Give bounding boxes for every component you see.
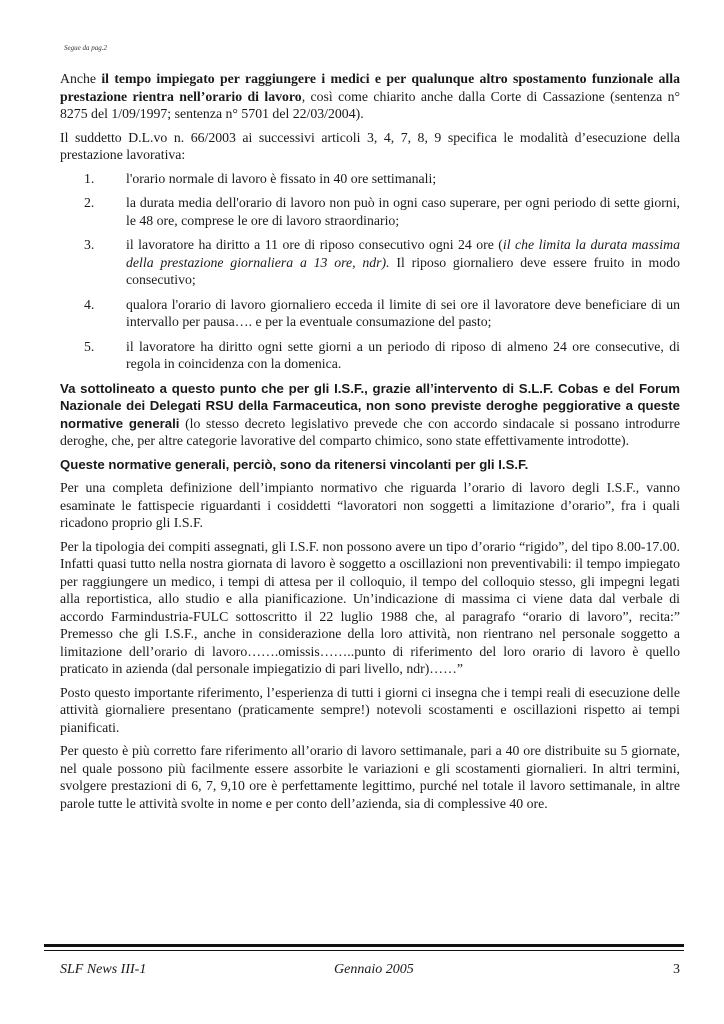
list-item [60, 194, 680, 229]
paragraph-8: Per questo è più corretto fare riferimento all’orario di lavoro settimanale, pari a 40 ore distribuite su 5 giornate, nel quale possono più facilmente essere assorbite le variazioni e gli scostamenti giornalieri. In altri termini, svolgere prestazioni di 6, 7, 9,10 ore è perfettamente legittimo, purché nel totale il lavoro settimanale, in altre parole tutte le attività svolte in nome e per conto dell’azienda, sia di complessive 40 ore. [60, 743, 680, 811]
paragraph-6: Per la tipologia dei compiti assegnati, gli I.S.F. non possono avere un tipo d’orario “rigido”, del tipo 8.00-17.00. Infatti quasi tutto nella nostra giornata di lavoro è soggetto a oscillazioni non preventivabili: il tempo impiegato per raggiungere un medico, i tempi di attesa per il colloquio, il tempo del colloquio stesso, gli impegni legati alla reportistica, allo studio e alla pianificazione. Un’indicazione di massima ci viene data dal verbale di accordo Farmindustria-FULC sottoscritto il 22 luglio 1988 che, al paragrafo “orario di lavoro”, recita:” Premesso che gli I.S.F., anche in considerazione della loro attività, non rientrano nel personale soggetto a limitazione dell’orario di lavoro…….omissis……..punto di riferimento del loro orario di lavoro è quello praticato in azienda (dal personale impiegatizio di pari livello, ndr)……” [60, 538, 680, 676]
list-item [60, 338, 680, 373]
paragraph-1 [60, 70, 680, 123]
paragraph-3-post: (lo stesso decreto legislativo prevede che con accordo sindacale si possano introdurre deroghe, che, per altre categorie lavorative del comparto chimico, sono state effettivamente introdotte). [60, 415, 680, 448]
paragraph-2: Il suddetto D.L.vo n. 66/2003 ai successivi articoli 3, 4, 7, 8, 9 specifica le modalità d’esecuzione della prestazione lavorativa: [60, 129, 680, 162]
list-text-italic: il che limita la durata massima della prestazione giornaliera a 13 ore, ndr). [126, 237, 681, 270]
footer-divider-thin [44, 950, 684, 951]
paragraph-3-bold: Va sottolineato a questo punto che per gli I.S.F., grazie all’intervento di S.L.F. Cobas e del Forum Nazionale dei Delegati RSU della Farmaceutica, non sono previste deroghe peggiorative a queste normative generali [60, 380, 680, 431]
footer-date: Gennaio 2005 [334, 962, 414, 977]
list-text: qualora l'orario di lavoro giornaliero ecceda il limite di sei ore il lavoratore deve beneficiare di un intervallo per pausa…. e per la eventuale consumazione del pasto; [126, 296, 680, 329]
paragraph-1-bold: il tempo impiegato per raggiungere i medici e per qualunque altro spostamento funzionale alla prestazione rientra nell’orario di lavoro [60, 71, 680, 104]
paragraph-7: Posto questo importante riferimento, l’esperienza di tutti i giorni ci insegna che i tempi reali di esecuzione delle attività giornaliere presentano (praticamente sempre!) notevoli scostamenti e oscillazioni rispetto ai tempi pianificati. [60, 684, 680, 735]
list-number: 4. [84, 296, 95, 312]
list-text-post: Il riposo giornaliero deve essere fruito in modo consecutivo; [126, 254, 680, 287]
list-number: 5. [84, 338, 95, 354]
work-rules-list [60, 170, 680, 373]
list-item [60, 170, 680, 188]
list-item [60, 236, 680, 289]
list-text: il lavoratore ha diritto ogni sette giorni a un periodo di riposo di almeno 24 ore consecutive, di regola in coincidenza con la domenica. [126, 338, 680, 371]
paragraph-5: Per una completa definizione dell’impianto normativo che riguarda l’orario di lavoro degli I.S.F., vanno esaminate le fattispecie riguardanti i cosiddetti “lavoratori non soggetti a limitazione d’orario”, fra i quali ricadono proprio gli I.S.F. [60, 480, 680, 530]
paragraph-1-pre: Anche [60, 71, 102, 86]
list-item [60, 296, 680, 331]
paragraph-3 [60, 380, 680, 450]
footer-divider-thick [44, 944, 684, 947]
article-body [60, 70, 680, 818]
page-number: 3 [673, 962, 680, 977]
page-footer [60, 962, 686, 982]
list-text [126, 236, 680, 289]
paragraph-4: Queste normative generali, perciò, sono da ritenersi vincolanti per gli I.S.F. [60, 456, 529, 472]
list-number: 3. [84, 237, 95, 252]
list-text-pre: il lavoratore ha diritto a 11 ore di riposo consecutivo ogni 24 ore ( [126, 237, 503, 252]
list-number: 2. [84, 195, 95, 210]
paragraph-1-post: , così come chiarito anche dalla Corte di Cassazione (sentenza n° 8275 del 1/09/1997; sentenza n° 5701 del 22/03/2004). [60, 88, 681, 121]
list-text: l'orario normale di lavoro è fissato in 40 ore settimanali; [126, 170, 437, 186]
footer-publication: SLF News III-1 [60, 962, 147, 977]
list-text: la durata media dell'orario di lavoro non può in ogni caso superare, per ogni periodo di sette giorni, le 48 ore, comprese le ore di lavoro straordinario; [126, 195, 680, 228]
list-number: 1. [84, 170, 95, 186]
continued-note: Segue da pag.2 [64, 44, 107, 52]
